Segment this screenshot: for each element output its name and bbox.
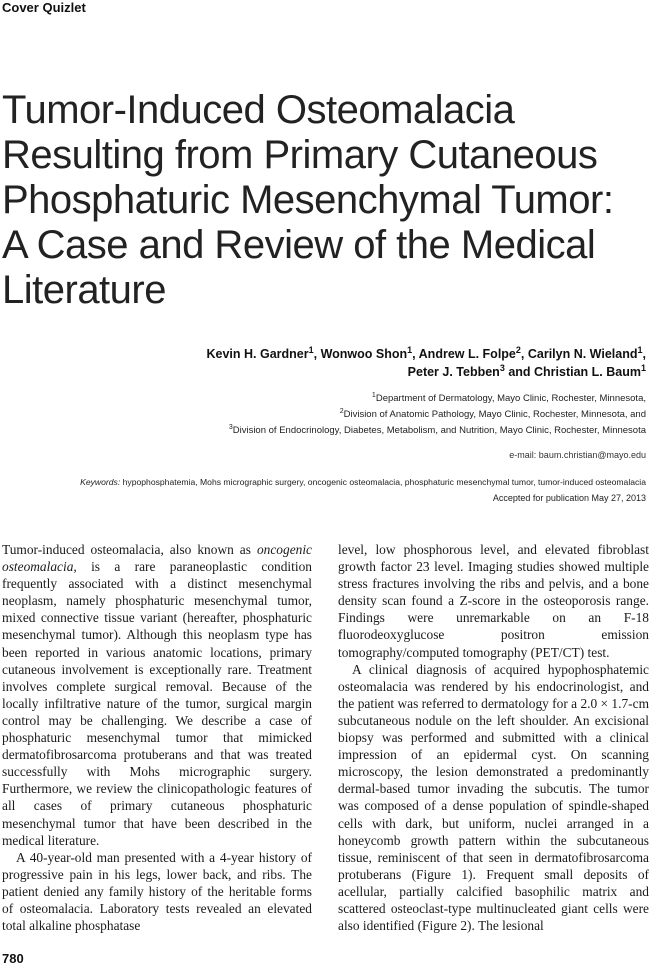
author-name: Wonwoo Shon — [320, 347, 408, 361]
contact-email[interactable]: e-mail: baum.christian@mayo.edu — [509, 450, 646, 460]
keywords-text: hypophosphatemia, Mohs micrographic surgery, oncogenic osteomalacia, phosphaturic mesenchymal tumor, tumor-induced osteomalacia — [120, 477, 646, 487]
body-column-right — [338, 541, 649, 934]
author-name: Peter J. Tebben — [407, 365, 500, 379]
affiliation-list — [46, 391, 646, 439]
body-paragraph: A 40-year-old man presented with a 4-year history of progressive pain in his legs, lower back, and ribs. The patient denied any family history of the heritable forms of osteomalacia. Laboratory tests revealed an elevated total alkaline phosphatase — [2, 849, 312, 934]
author-affiliation-mark: 1 — [640, 363, 646, 373]
body-paragraph: level, low phosphorous level, and elevated fibroblast growth factor 23 level. Imaging studies showed multiple stress fractures involving the ribs and pelvis, and a bone density scan found a Z-score in the osteoporosis range. Findings were unremarkable on an F-18 fluorodeoxyglucose positron emission tomography/computed tomography (PET/CT) test. — [338, 542, 649, 660]
author-affiliation-mark: 3 — [499, 363, 505, 373]
author-list: Kevin H. Gardner$^1$, Wonwoo Shon$^1$, Andrew L. Folpe$^2$, Carilyn N. Wieland$^1$, Peter J. Tebben$^3$ and Christian L. Baum$^1$ — [206, 345, 646, 379]
author-affiliation-mark: 1 — [407, 345, 413, 355]
author-name: Andrew L. Folpe — [418, 347, 516, 361]
keywords-label: Keywords: — [80, 477, 121, 487]
affiliation-line: $^2$Division of Anatomic Pathology, Mayo Clinic, Rochester, Minnesota, and — [339, 408, 646, 420]
author-name: Christian L. Baum — [534, 365, 641, 379]
body-column-left — [2, 541, 312, 934]
body-paragraph: A clinical diagnosis of acquired hypophosphatemic osteomalacia was rendered by his endocrinologist, and the patient was referred to dermatology for a 2.0 × 1.7-cm subcutaneous nodule on the left shoulder. An excisional biopsy was performed and submitted with a clinical impression of an epidermal cyst. On scanning microscopy, the lesion demonstrated a predominantly dermal-based tumor invading the subcutis. The tumor was composed of a dense population of spindle-shaped cells with dark, but uniform, nuclei arranged in a honeycomb growth pattern within the subcutaneous tissue, reminiscent of that seen in dermatofibrosarcoma protuberans (Figure 1). Frequent small deposits of acellular, partially calcified basophilic matrix and scattered osteoclast-type multinucleated giant cells were also identified (Figure 2). The lesional — [338, 661, 649, 934]
abstract-paragraph: Tumor-induced osteomalacia, also known as oncogenic osteomalacia, is a rare paraneoplastic condition frequently associated with a distinct mesenchymal neoplasm, namely phosphaturic mesenchymal tumor, mixed connective tissue variant (hereafter, phosphaturic mesenchymal tumor). Although this neoplasm type has been reported in various anatomic locations, primary cutaneous involvement is exceptionally rare. Treatment involves complete surgical removal. Because of the locally infiltrative nature of the tumor, surgical margin control may be challenging. We describe a case of phosphaturic mesenchymal tumor that mimicked dermatofibrosarcoma protuberans and that was treated successfully with Mohs micrographic surgery. Furthermore, we review the clinicopathologic features of all cases of primary cutaneous phosphaturic mesenchymal tumor that have been described in the medical literature. — [2, 542, 312, 848]
author-affiliation-mark: 1 — [308, 345, 314, 355]
article-title: Tumor-Induced Osteomalacia Resulting from Primary Cutaneous Phosphaturic Mesenchymal Tumor: A Case and Review of the Medical Literature — [2, 88, 614, 312]
accepted-date: Accepted for publication May 27, 2013 — [492, 493, 646, 503]
journal-section-label: Cover Quizlet — [2, 0, 86, 15]
affiliation-line: $^1$Department of Dermatology, Mayo Clinic, Rochester, Minnesota, — [371, 392, 646, 404]
page-number: 780 — [2, 951, 24, 966]
author-name: Carilyn N. Wieland — [527, 347, 638, 361]
affiliation-line: $^3$Division of Endocrinology, Diabetes, Metabolism, and Nutrition, Mayo Clinic, Rochester, Minnesota — [228, 424, 646, 436]
keywords-line — [26, 477, 646, 487]
author-name: Kevin H. Gardner — [206, 347, 309, 361]
author-affiliation-mark: 1 — [637, 345, 643, 355]
author-affiliation-mark: 2 — [515, 345, 521, 355]
